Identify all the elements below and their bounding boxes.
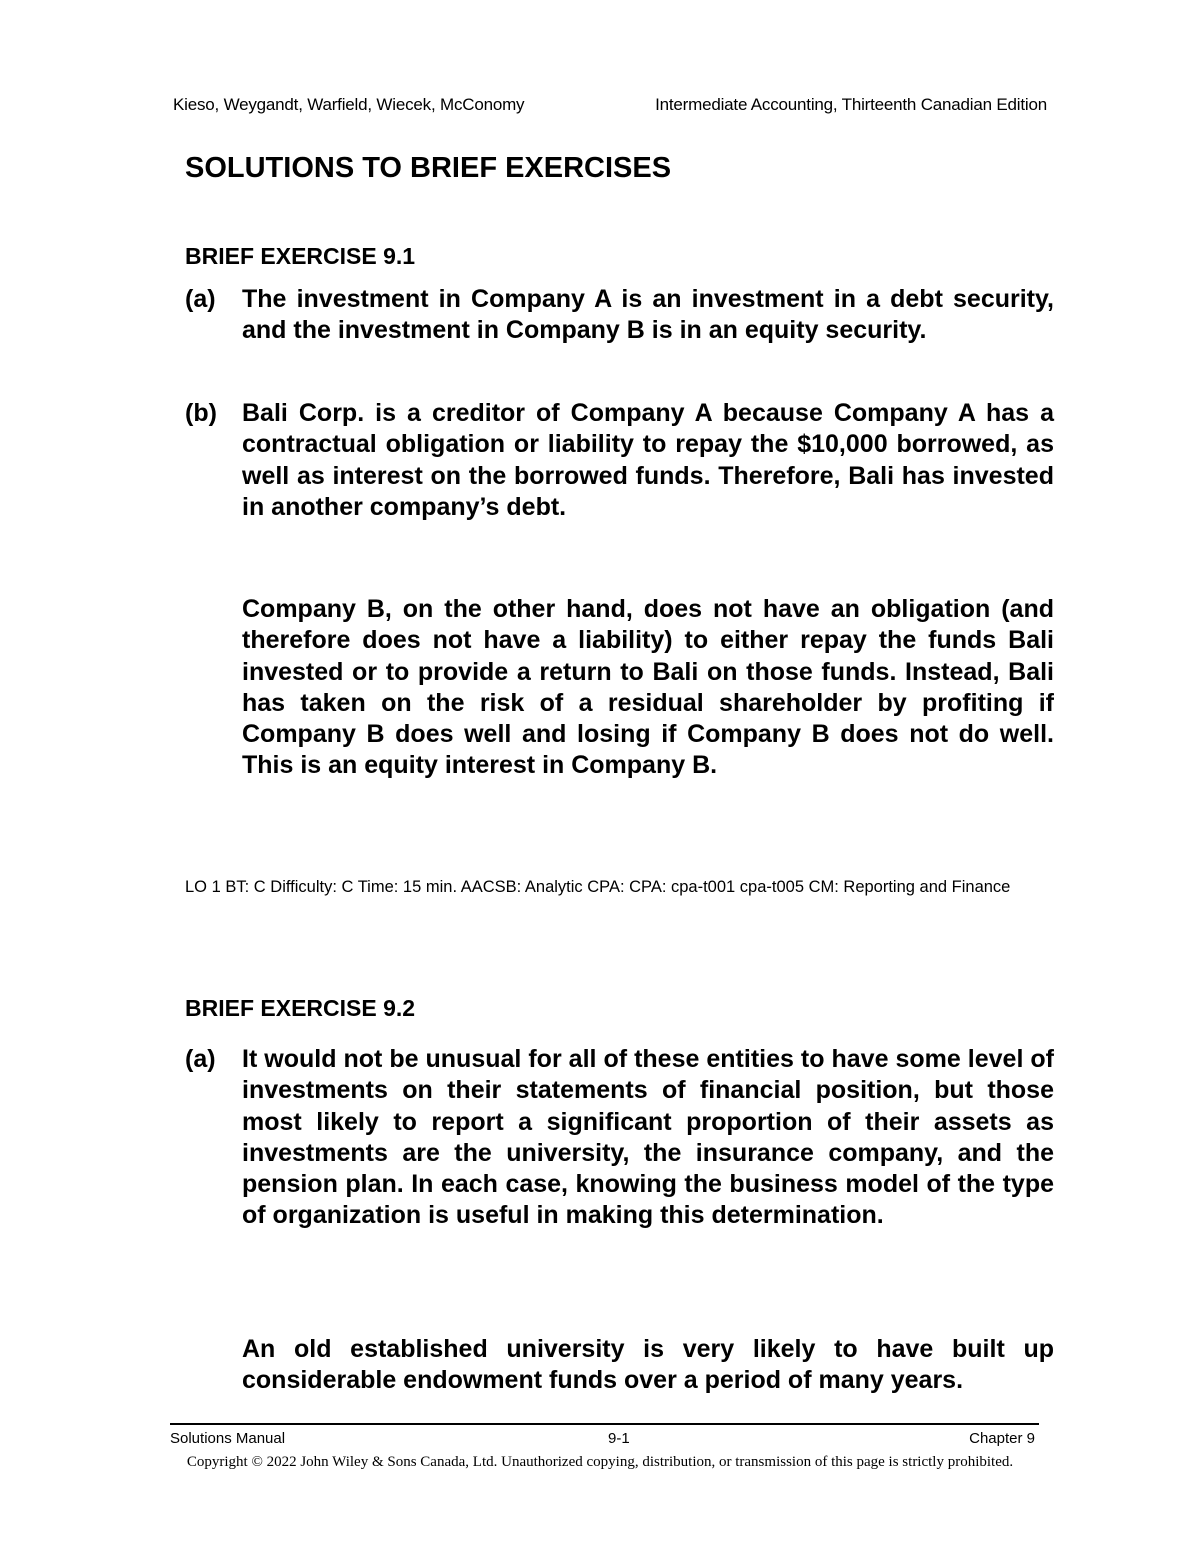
- header-authors: Kieso, Weygandt, Warfield, Wiecek, McConomy: [173, 95, 525, 114]
- page-title: SOLUTIONS TO BRIEF EXERCISES: [185, 152, 672, 184]
- exercise-9-1-item-b: [185, 398, 1054, 523]
- exercise-9-2-heading: BRIEF EXERCISE 9.2: [185, 995, 416, 1021]
- item-text: Bali Corp. is a creditor of Company A because Company A has a contractual obligation or liability to repay the $10,000 borrowed, as well as interest on the borrowed funds. Therefore, Bali has invested in another company’s debt.: [242, 399, 1054, 521]
- exercise-9-2-item-a: [185, 1044, 1054, 1232]
- footer-chapter-label: Chapter 9: [969, 1430, 1035, 1447]
- footer-page-number: 9-1: [608, 1430, 630, 1447]
- exercise-9-1-metadata: LO 1 BT: C Difficulty: C Time: 15 min. AACSB: Analytic CPA: CPA: cpa-t001 cpa-t005 CM: Reporting and Finance: [185, 878, 1011, 896]
- header-book-title: Intermediate Accounting, Thirteenth Canadian Edition: [655, 95, 1047, 114]
- exercise-9-1-item-a: [185, 284, 1054, 347]
- footer-rule: [170, 1423, 1039, 1425]
- exercise-9-1-heading: BRIEF EXERCISE 9.1: [185, 243, 416, 269]
- item-marker: (a): [185, 285, 216, 313]
- item-text: The investment in Company A is an investment in a debt security, and the investment in Company B is in an equity security.: [242, 285, 1054, 345]
- item-text: It would not be unusual for all of these entities to have some level of investments on their statements of financial position, but those most likely to report a significant proportion of their assets as investments are the university, the insurance company, and the pension plan. In each case, knowing the business model of the type of organization is useful in making this determination.: [242, 1045, 1054, 1230]
- item-marker: (a): [185, 1045, 216, 1073]
- footer-manual-label: Solutions Manual: [170, 1430, 286, 1447]
- exercise-9-1-item-b-continuation: Company B, on the other hand, does not have an obligation (and therefore does not have a liability) to either repay the funds Bali invested or to provide a return to Bali on those funds. Instead, Bali has taken on the risk of a residual shareholder by profiting if Company B does well and losing if Company B does not do well. This is an equity interest in Company B.: [242, 595, 1054, 780]
- copyright-notice: Copyright © 2022 John Wiley & Sons Canada, Ltd. Unauthorized copying, distribution, or transmission of this page is strictly prohibited.: [186, 1454, 1014, 1470]
- exercise-9-2-item-a-continuation: An old established university is very likely to have built up considerable endowment funds over a period of many years.: [242, 1335, 1054, 1395]
- item-marker: (b): [185, 399, 217, 427]
